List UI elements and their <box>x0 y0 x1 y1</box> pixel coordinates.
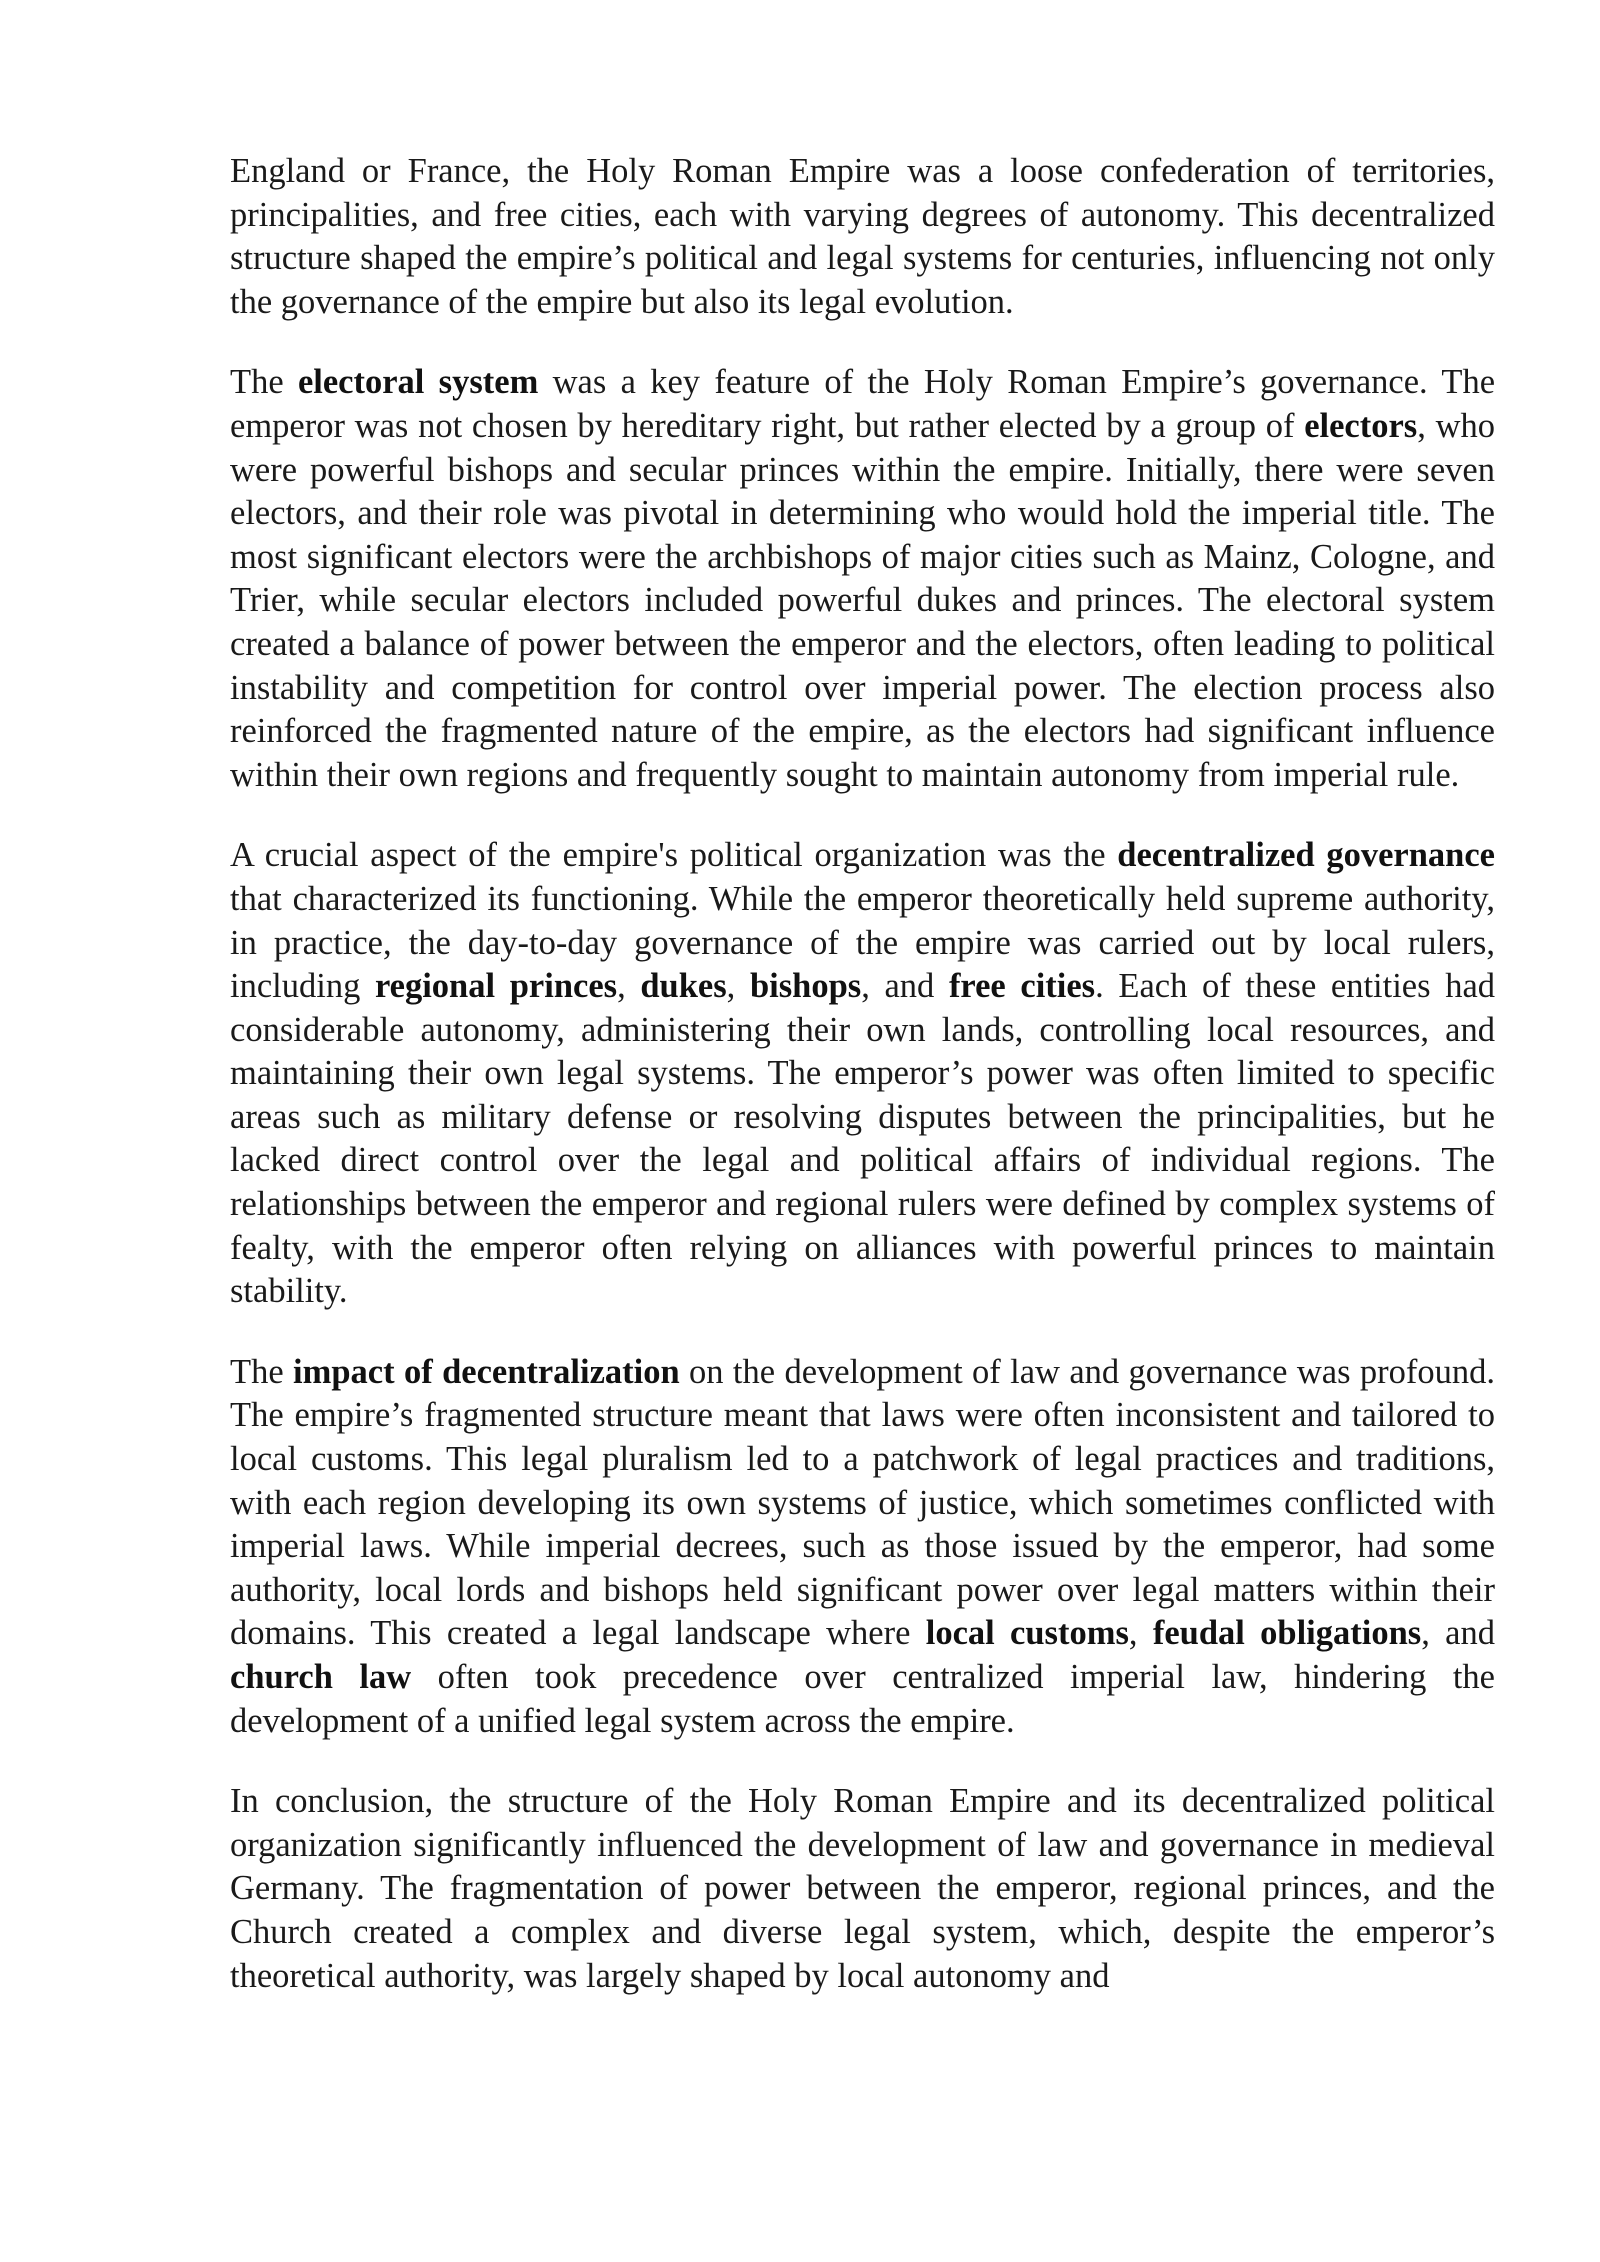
text-run: The <box>230 1352 294 1391</box>
bold-term: dukes <box>640 967 727 1006</box>
paragraph-1 <box>230 150 1495 324</box>
paragraph-2 <box>230 361 1495 797</box>
text-run: . Each of these entities had considerable autonomy, administering their own lands, controlling local resources, and maintaining their own legal systems. The emperor’s power was often limited to specific areas such as military defense or resolving disputes between the principalities, but he lacked direct control over the legal and political affairs of individual regions. The relationships between the emperor and regional rulers were defined by complex systems of fealty, with the emperor often relying on alliances with powerful princes to maintain stability. <box>230 967 1496 1311</box>
bold-term: free cities <box>948 967 1096 1006</box>
text-run: , <box>726 967 750 1006</box>
paragraph-5 <box>230 1780 1495 1998</box>
text-run: was a key feature of the Holy Roman Empire’s governance. The emperor was not chosen by hereditary right, but rather elected by a group of <box>230 363 1496 445</box>
bold-term: bishops <box>749 967 862 1006</box>
text-run: England or France, the Holy Roman Empire was a loose confederation of territories, principalities, and free cities, each with varying degrees of autonomy. This decentralized structure shaped the empire’s political and legal systems for centuries, influencing not only the governance of the empire but also its legal evolution. <box>230 152 1495 321</box>
text-run: The <box>230 363 298 402</box>
bold-term: local customs <box>925 1614 1129 1653</box>
paragraph-4 <box>230 1351 1495 1743</box>
text-run: , who were powerful bishops and secular princes within the empire. Initially, there were seven electors, and their role was pivotal in determining who would hold the imperial title. The most significant electors were the archbishops of major cities such as Mainz, Cologne, and Trier, while secular electors included powerful dukes and princes. The electoral system created a balance of power between the emperor and the electors, often leading to political instability and competition for control over imperial power. The election process also reinforced the fragmented nature of the empire, as the electors had significant influence within their own regions and frequently sought to maintain autonomy from imperial rule. <box>230 406 1495 794</box>
bold-term: feudal obligations <box>1152 1614 1422 1653</box>
text-run: , <box>1128 1614 1153 1653</box>
bold-term: impact of decentralization <box>293 1352 680 1391</box>
text-run: , <box>617 967 641 1006</box>
bold-term: regional princes <box>374 967 618 1006</box>
text-run: In conclusion, the structure of the Holy Roman Empire and its decentralized political organization significantly influenced the development of law and governance in medieval Germany. The fragmentation of power between the emperor, regional princes, and the Church created a complex and diverse legal system, which, despite the emperor’s theoretical authority, was largely shaped by local autonomy and <box>230 1782 1495 1995</box>
text-run: , and <box>1421 1614 1495 1653</box>
text-run: A crucial aspect of the empire's political organization was the <box>230 836 1118 875</box>
bold-term: electoral system <box>297 363 539 402</box>
bold-term: electors <box>1304 406 1418 445</box>
bold-term: church law <box>230 1658 412 1696</box>
document-page <box>230 150 1495 2035</box>
text-run: , and <box>861 967 949 1006</box>
text-run: that characterized its functioning. While the emperor theoretically held supreme authority, in practice, the day-to-day governance of the empire was carried out by local rulers, including <box>230 879 1495 1006</box>
text-run: often took precedence over centralized imperial law, hindering the development of a unified legal system across the empire. <box>230 1658 1495 1740</box>
paragraph-3 <box>230 834 1495 1314</box>
bold-term: decentralized governance <box>1117 836 1495 875</box>
text-run: on the development of law and governance was profound. The empire’s fragmented structure meant that laws were often inconsistent and tailored to local customs. This legal pluralism led to a patchwork of legal practices and traditions, with each region developing its own systems of justice, which sometimes conflicted with imperial laws. While imperial decrees, such as those issued by the emperor, had some authority, local lords and bishops held significant power over legal matters within their domains. This created a legal landscape where <box>230 1352 1496 1653</box>
